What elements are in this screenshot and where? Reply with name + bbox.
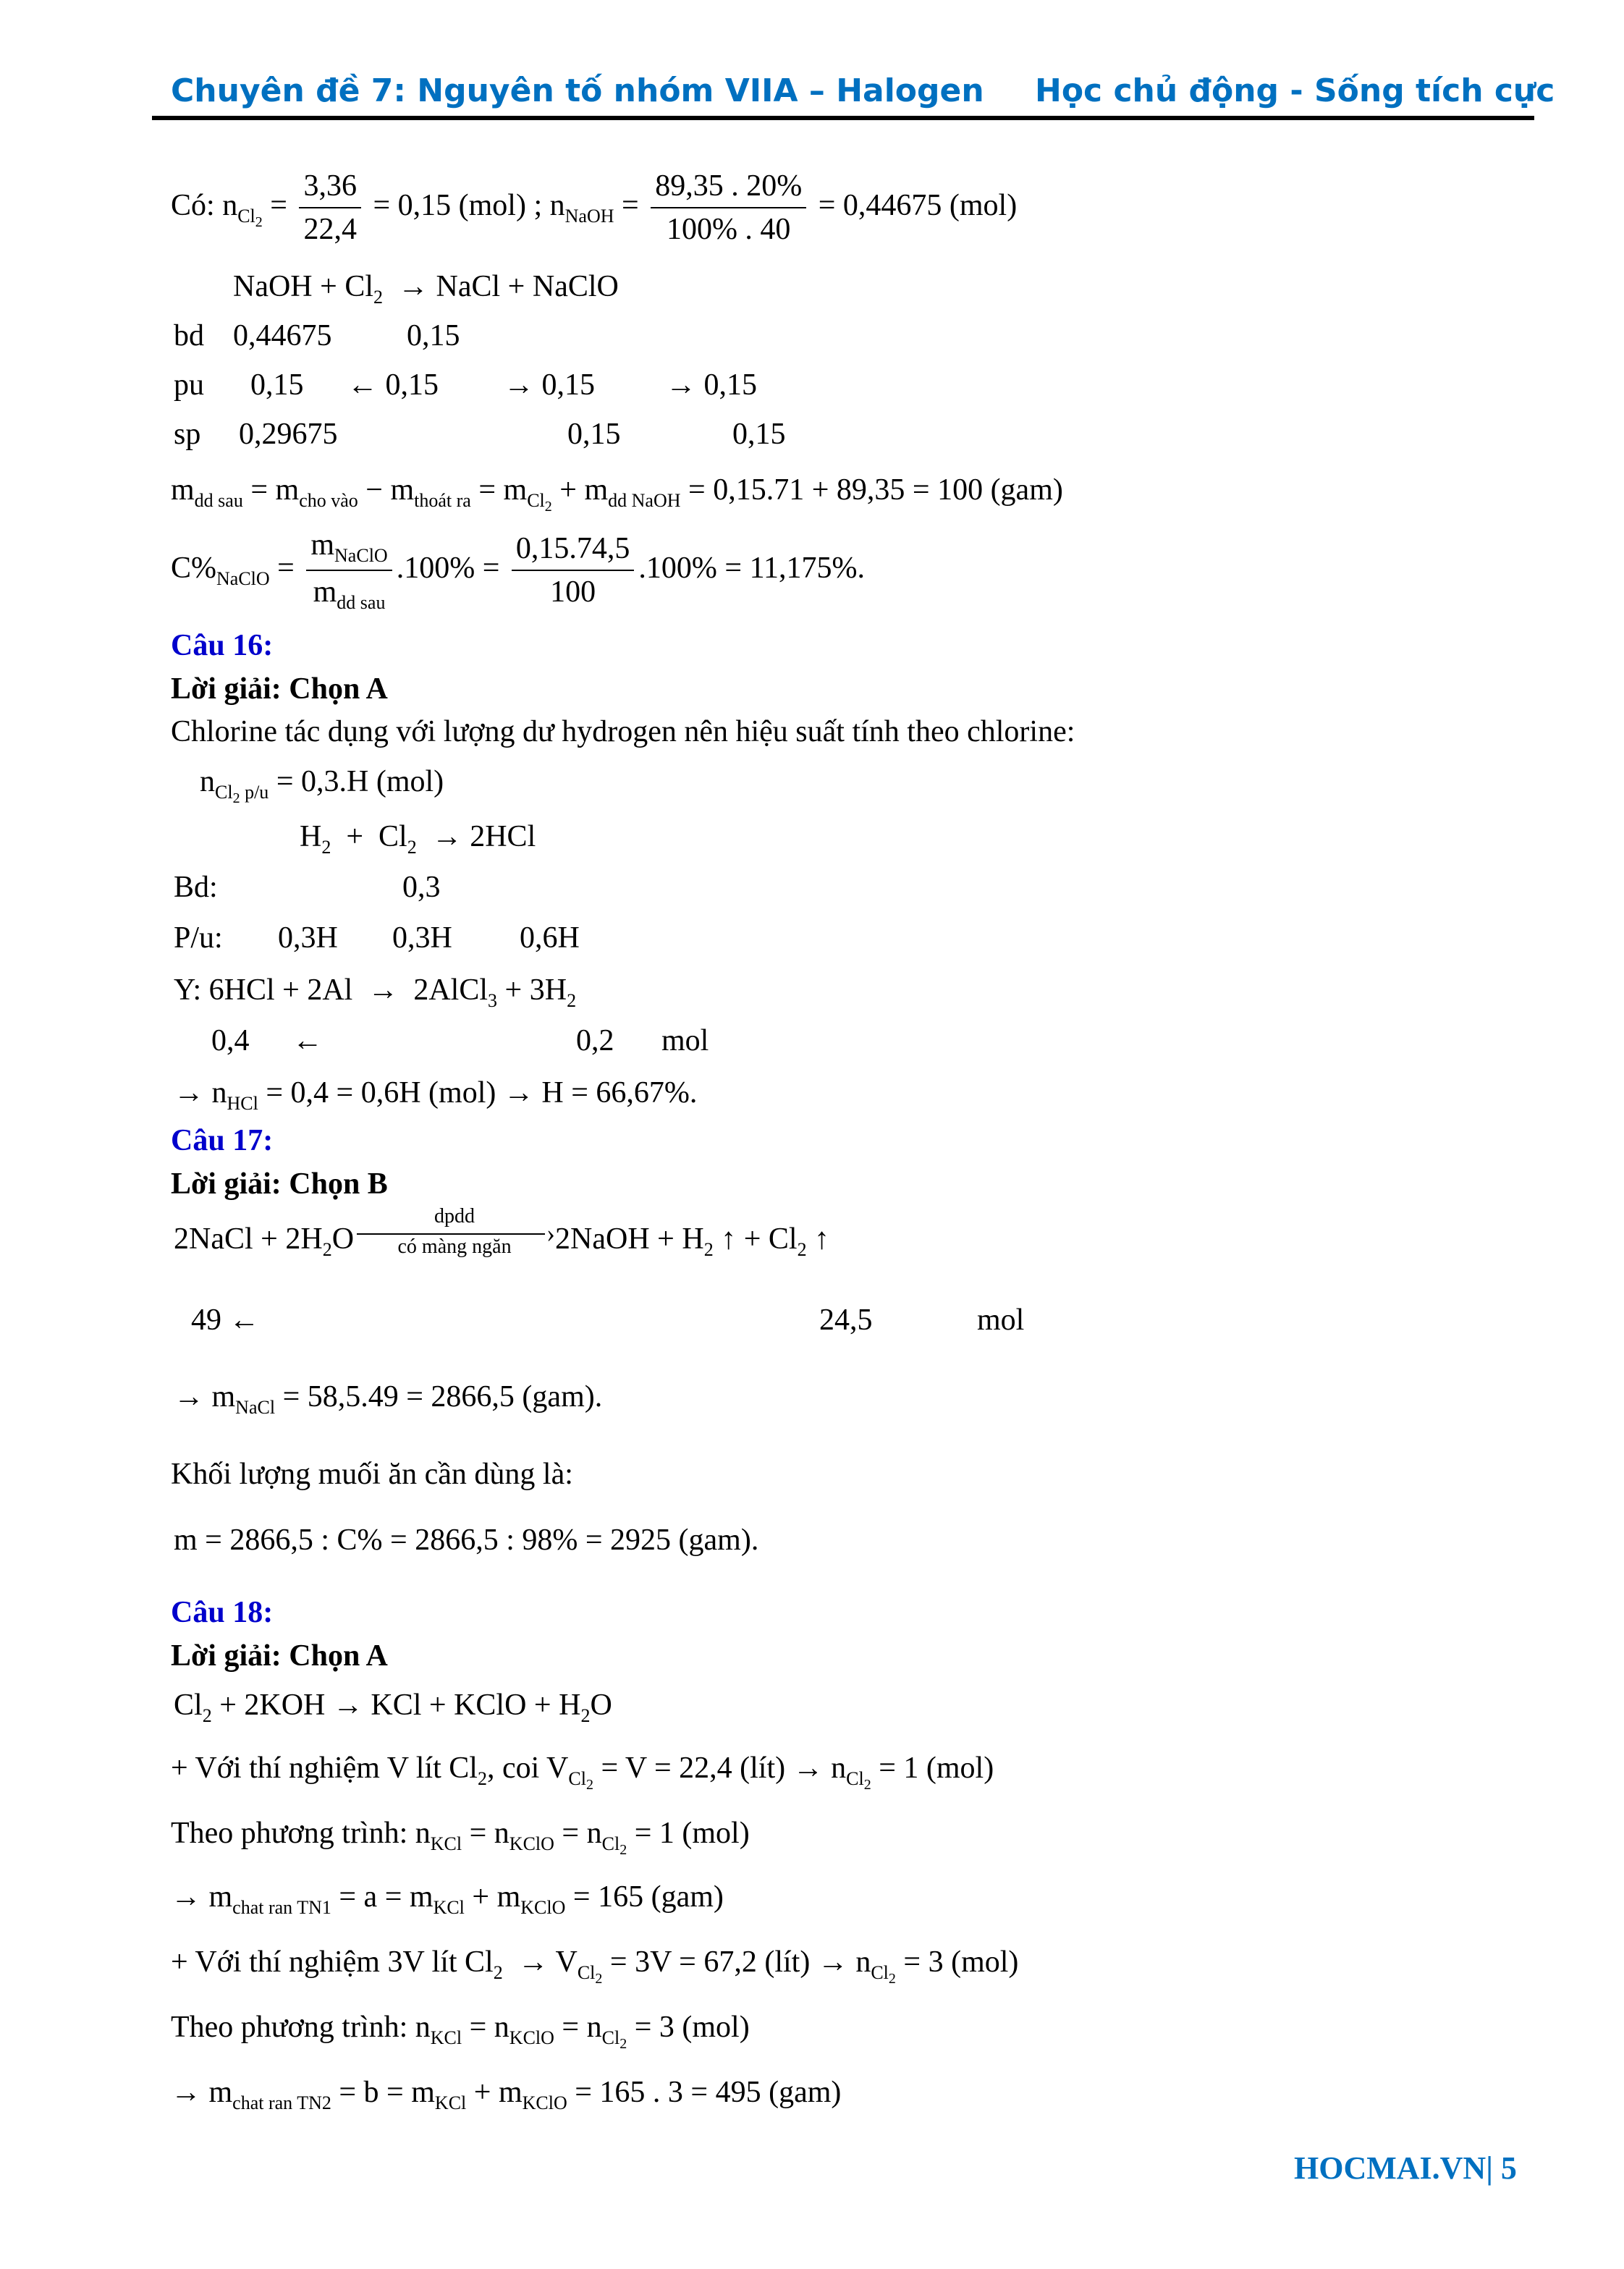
- fraction-values: $\frac{0,15.74,5}{100}$: [512, 531, 635, 611]
- header-left: Chuyên đề 7: Nguyên tố nhóm VIIA – Halogen: [171, 72, 984, 109]
- mass-experiment-2: → $m_{chat ran TN2} = b = m_{KCl} + m_{KClO} = 165$ . 3 = 495 (gam): [171, 2076, 842, 2113]
- mass-final: m = 2866,5 : C% = 2866,5 : 98% = 2925 (gam).: [174, 1524, 759, 1557]
- experiment-2-line: + Với thí nghiệm 3V lít $Cl_2 \to V_{Cl_2} = 3V = 67,2$ (lít) → $n_{Cl_2} = 3$ (mol): [171, 1945, 1019, 1987]
- bd-value: 0,44675: [233, 319, 332, 352]
- mol-calc-line: Có: $n_{Cl_2}$ = $\frac{3,36}{22,4}$ = 0,15 (mol) ; $n_{NaOH}$ = $\frac{89,35 . 20\%}{100\% . 40}$ = 0,44675 (mol): [171, 168, 1017, 248]
- bd-label: bd: [174, 319, 204, 352]
- mass-experiment-1: → $m_{chat ran TN1} = a = m_{KCl} + m_{KClO} = 165$ (gam): [171, 1880, 724, 1918]
- pu-value: ← 0,15: [347, 368, 439, 402]
- y-value: 0,4: [211, 1024, 250, 1057]
- question-17-text: Khối lượng muối ăn cần dùng là:: [171, 1458, 573, 1491]
- sp-value: 0,15: [732, 418, 786, 451]
- fraction-naoh: $\frac{89,35 . 20\%}{100\% . 40}$: [651, 168, 806, 248]
- fraction-cl2: $\frac{3,36}{22,4}$: [299, 168, 361, 248]
- n-cl2-reacted: $n_{Cl_2 p/u} = 0,3.H$ (mol): [200, 765, 444, 806]
- fraction-mass: $\frac{m_{NaClO}}{m_{dd sau}}$: [306, 527, 392, 614]
- electrolysis-value: 24,5: [819, 1303, 873, 1337]
- electrolysis-reaction: 2NaCl + $2H_2O$ dpdd › có màng ngăn 2NaOH + $H_2$ ↑ + $Cl_2$ ↑: [174, 1205, 830, 1260]
- pu-value: 0,6H: [520, 921, 580, 955]
- equation-relation-2: Theo phương trình: $n_{KCl} = n_{KClO} = n_{Cl_2} = 3$ (mol): [171, 2011, 750, 2052]
- sp-label: sp: [174, 418, 201, 451]
- y-value: 0,2: [576, 1024, 614, 1057]
- mol-unit: mol: [661, 1024, 709, 1057]
- question-16-text: Chlorine tác dụng với lượng dư hydrogen nên hiệu suất tính theo chlorine:: [171, 715, 1075, 748]
- question-18-answer: Lời giải: Chọn A: [171, 1639, 388, 1673]
- equation-relation-1: Theo phương trình: $n_{KCl} = n_{KClO} = n_{Cl_2} = 1$ (mol): [171, 1817, 750, 1858]
- header-rule: [152, 116, 1534, 120]
- bd-label: Bd:: [174, 871, 218, 904]
- reaction-naoh-cl2: NaOH + $Cl_2$ → NaCl + NaClO: [233, 270, 619, 308]
- reaction-hcl-al: Y: 6HCl + 2Al → 2AlCl$_3$ + $3H_2$: [174, 973, 577, 1011]
- sp-value: 0,15: [567, 418, 621, 451]
- question-16-answer: Lời giải: Chọn A: [171, 672, 388, 706]
- pu-value: → 0,15: [504, 368, 595, 402]
- bd-value: 0,3: [402, 871, 441, 904]
- sp-value: 0,29675: [239, 418, 338, 451]
- question-17-title: Câu 17:: [171, 1124, 274, 1157]
- mass-nacl: → $m_{NaCl} = 58,5.49 = 2866,5$ (gam).: [174, 1380, 603, 1418]
- pu-value: 0,15: [250, 368, 304, 402]
- pu-label: P/u:: [174, 921, 223, 955]
- mol-unit: mol: [977, 1303, 1025, 1337]
- question-17-answer: Lời giải: Chọn B: [171, 1167, 388, 1201]
- mass-solution-line: $m_{dd sau} = m_{cho vào} - m_{thoát ra} = m_{Cl_2} + m_{dd NaOH} = 0,15.71 + 89,35 = 100$ (gam): [171, 473, 1063, 515]
- header-right: Học chủ động - Sống tích cực: [1035, 72, 1555, 109]
- footer-page-number: HOCMAI.VN| 5: [1294, 2150, 1517, 2186]
- bd-value: 0,15: [407, 319, 460, 352]
- experiment-1-line: + Với thí nghiệm V lít $Cl_2$, coi $V_{Cl_2} = V = 22,4$ (lít) → $n_{Cl_2} = 1$ (mol): [171, 1752, 994, 1793]
- reaction-cl2-koh: $Cl_2 + 2KOH$ → KCl + KClO + $H_2O$: [174, 1689, 612, 1726]
- electrolysis-value: 49 ←: [191, 1303, 260, 1337]
- pu-value: 0,3H: [392, 921, 452, 955]
- arrow-left: ←: [292, 1024, 323, 1057]
- pu-label: pu: [174, 368, 204, 402]
- pu-value: 0,3H: [278, 921, 338, 955]
- yield-result: → $n_{HCl} = 0,4 = 0,6H$ (mol) → H = 66,67%.: [174, 1076, 698, 1114]
- question-18-title: Câu 18:: [171, 1596, 274, 1629]
- concentration-line: $C\%_{NaClO}$ = $\frac{m_{NaClO}}{m_{dd sau}}$ .100% = $\frac{0,15.74,5}{100}$ .100% = 11,175%.: [171, 528, 865, 614]
- question-16-title: Câu 16:: [171, 629, 274, 662]
- electrolysis-arrow: dpdd › có màng ngăn: [357, 1227, 552, 1256]
- pu-value: → 0,15: [666, 368, 757, 402]
- reaction-h2-cl2: $H_2 + Cl_2 \to 2HCl$: [300, 820, 536, 858]
